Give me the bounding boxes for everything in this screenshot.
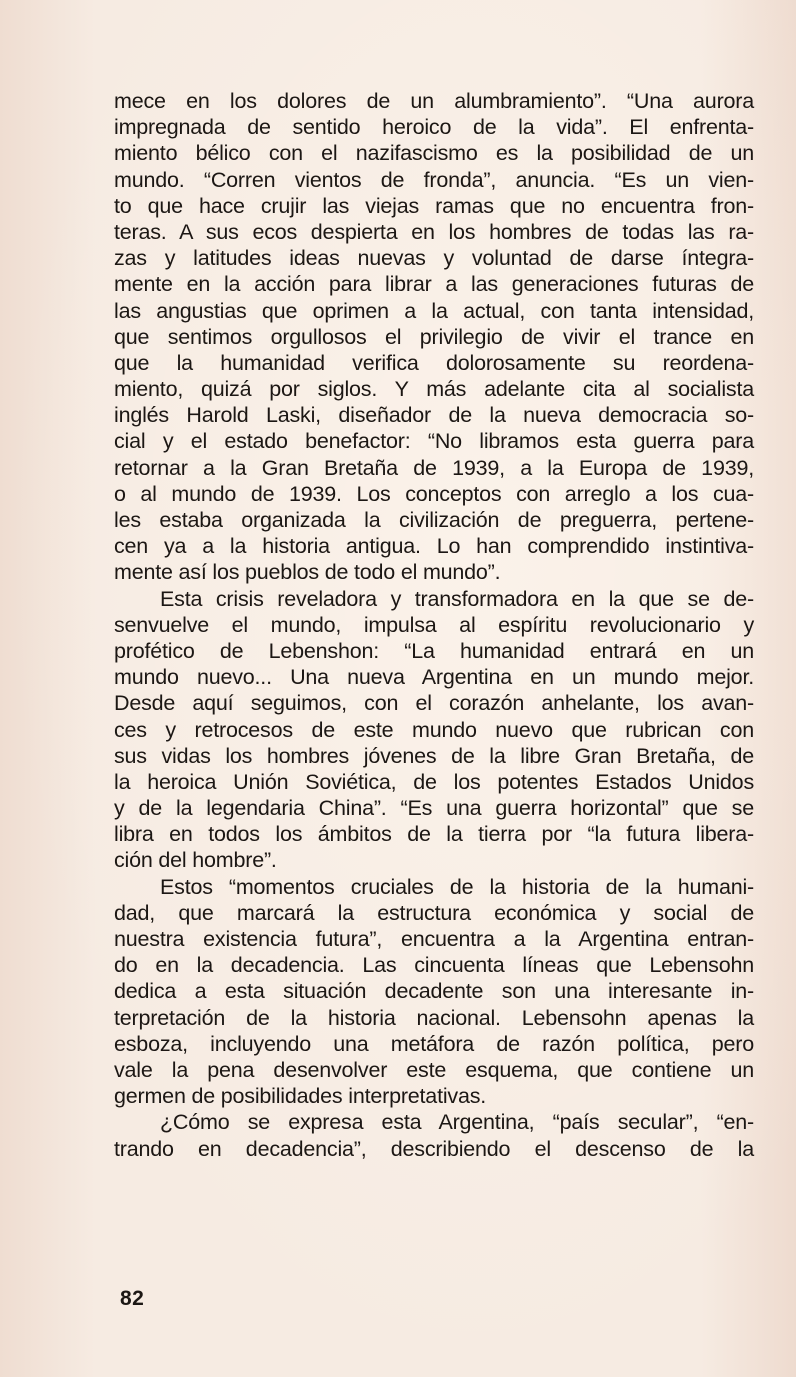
paragraph-start-line: ¿Cómo se expresa esta Argentina, “país secular”, “en- [160,1110,754,1135]
text-line: que la humanidad verifica dolorosamente su reordena- [114,350,754,375]
text-line: vale la pena desenvolver este esquema, que contiene un [114,1057,754,1082]
text-line: esboza, incluyendo una metáfora de razón política, pero [114,1031,754,1056]
text-line: libra en todos los ámbitos de la tierra por “la futura libera- [114,822,754,847]
text-line: mundo nuevo... Una nueva Argentina en un mundo mejor. [114,665,754,690]
text-line: dedica a esta situación decadente son una interesante in- [114,979,754,1004]
text-line: miento, quizá por siglos. Y más adelante cita al socialista [114,377,754,402]
text-line: germen de posibilidades interpretativas. [114,1084,487,1109]
text-line: senvuelve el mundo, impulsa al espíritu revolucionario y [114,612,754,637]
text-line: les estaba organizada la civilización de preguerra, pertene- [114,508,754,532]
text-line: inglés Harold Laski, diseñador de la nueva democracia so- [114,403,754,428]
text-line: sus vidas los hombres jóvenes de la libre Gran Bretaña, de [114,743,754,768]
text-line: ción del hombre”. [114,848,277,873]
text-line: Desde aquí seguimos, con el corazón anhelante, los avan- [114,691,754,716]
text-line: ces y retrocesos de este mundo nuevo que rubrican con [114,717,754,742]
text-line: retornar a la Gran Bretaña de 1939, a la Europa de 1939, [114,455,754,480]
text-line: profético de Lebenshon: “La humanidad entrará en un [114,638,754,663]
text-line: la heroica Unión Soviética, de los potentes Estados Unidos [114,769,754,794]
text-line: mece en los dolores de un alumbramiento”. “Una aurora [114,89,754,113]
text-line: impregnada de sentido heroico de la vida”. El enfrenta- [114,115,754,140]
page-number: 82 [120,1287,145,1310]
text-line: terpretación de la historia nacional. Lebensohn apenas la [114,1005,754,1030]
text-line: y de la legendaria China”. “Es una guerra horizontal” que se [114,796,754,821]
text-line: o al mundo de 1939. Los conceptos con arreglo a los cua- [114,481,754,506]
text-line: trando en decadencia”, describiendo el descenso de la [114,1136,754,1161]
text-line: mundo. “Corren vientos de fronda”, anuncia. “Es un vien- [114,167,754,192]
text-line: nuestra existencia futura”, encuentra a la Argentina entran- [114,927,754,951]
paragraph-start-line: Estos “momentos cruciales de la historia de la humani- [160,874,754,899]
text-line: miento bélico con el nazifascismo es la posibilidad de un [114,141,754,166]
text-line: cial y el estado benefactor: “No libramos esta guerra para [114,429,754,454]
body-text [114,88,754,1162]
paragraph-start-line: Esta crisis reveladora y transformadora en la que se de- [160,586,754,611]
text-line: dad, que marcará la estructura económica y social de [114,900,754,925]
text-line: mente en la acción para librar a las generaciones futuras de [114,272,754,297]
text-line: to que hace crujir las viejas ramas que no encuentra fron- [114,193,754,218]
text-line: que sentimos orgullosos el privilegio de vivir el trance en [114,324,754,349]
text-line: do en la decadencia. Las cincuenta líneas que Lebensohn [114,953,754,978]
text-line: zas y latitudes ideas nuevas y voluntad de darse íntegra- [114,246,754,271]
text-line: mente así los pueblos de todo el mundo”. [114,560,501,585]
text-line: las angustias que oprimen a la actual, con tanta intensidad, [114,298,754,323]
text-line: teras. A sus ecos despierta en los hombres de todas las ra- [114,219,754,244]
text-line: cen ya a la historia antigua. Lo han comprendido instintiva- [114,534,754,559]
